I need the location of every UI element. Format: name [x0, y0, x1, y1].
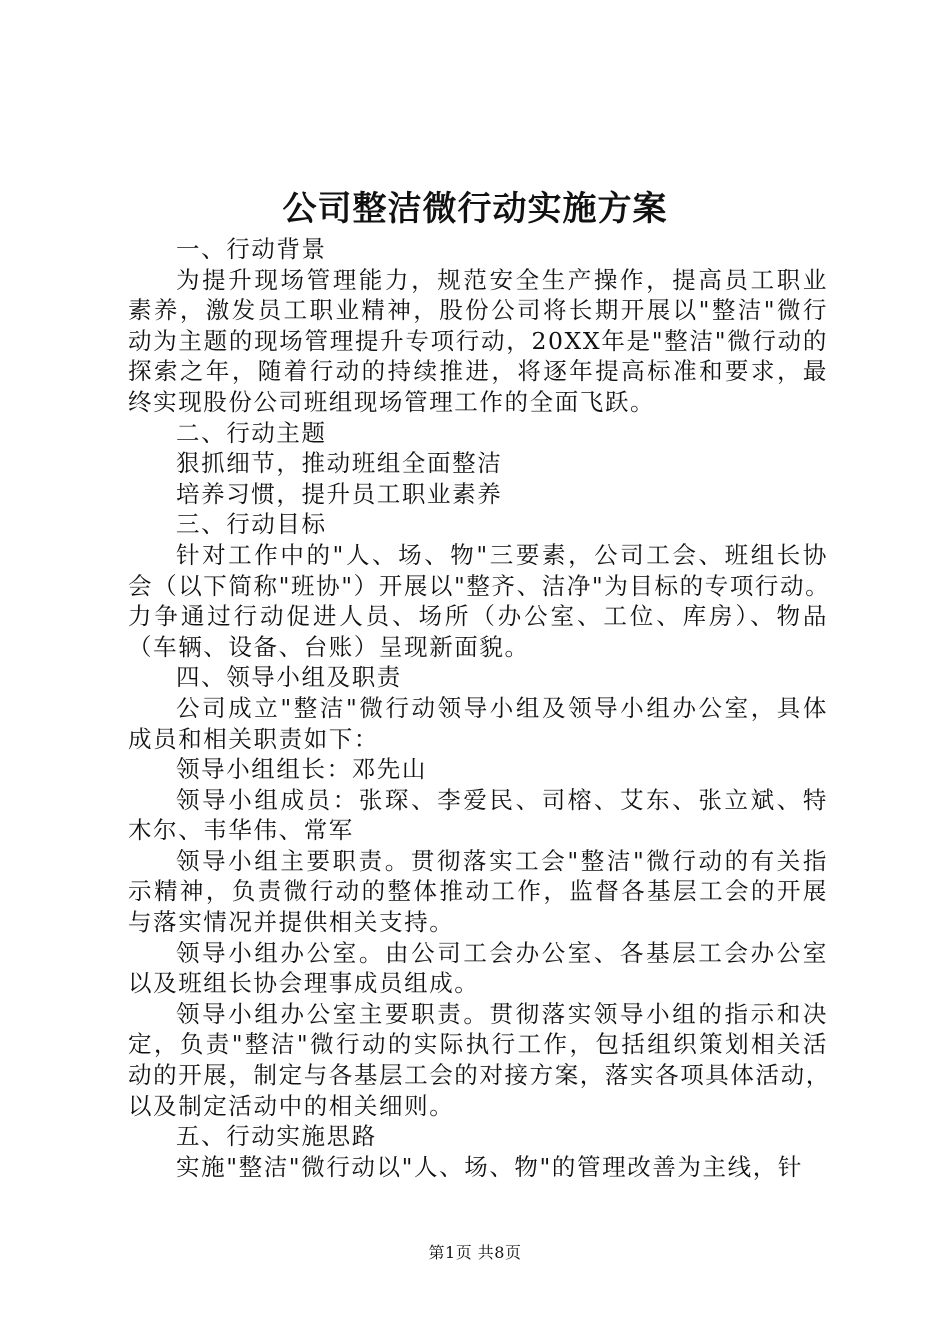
text-line: 动的开展，制定与各基层工会的对接方案，落实各项具体活动， [128, 1061, 831, 1090]
text-line: 公司成立"整洁"微行动领导小组及领导小组办公室，具体 [176, 693, 828, 722]
text-line: 与落实情况并提供相关支持。 [128, 908, 455, 937]
text-line: 终实现股份公司班组现场管理工作的全面飞跃。 [128, 387, 656, 416]
document-body [128, 234, 831, 1182]
text-line: （车辆、设备、台账）呈现新面貌。 [128, 632, 530, 661]
text-line: 三、行动目标 [176, 510, 327, 539]
text-line: 力争通过行动促进人员、场所（办公室、工位、库房）、物品 [128, 602, 828, 631]
text-line: 以及班组长协会理事成员组成。 [128, 969, 480, 998]
text-line: 为提升现场管理能力，规范安全生产操作，提高员工职业 [176, 265, 828, 294]
text-line: 素养，激发员工职业精神，股份公司将长期开展以"整洁"微行 [128, 296, 828, 325]
text-line: 动为主题的现场管理提升专项行动，20XX年是"整洁"微行动的 [128, 326, 828, 355]
text-line: 一、行动背景 [176, 235, 327, 263]
text-line: 领导小组主要职责。贯彻落实工会"整洁"微行动的有关指 [176, 846, 828, 875]
text-line: 狠抓细节，推动班组全面整洁 [176, 449, 503, 478]
text-line: 领导小组组长：邓先山 [176, 755, 427, 784]
text-line: 针对工作中的"人、场、物"三要素，公司工会、班组长协 [176, 540, 828, 569]
text-line: 定，负责"整洁"微行动的实际执行工作，包括组织策划相关活 [128, 1030, 828, 1059]
text-line: 探索之年，随着行动的持续推进，将逐年提高标准和要求，最 [128, 357, 828, 386]
text-line: 以及制定活动中的相关细则。 [128, 1091, 455, 1120]
text-line: 木尔、韦华伟、常军 [128, 816, 354, 845]
text-line: 领导小组成员：张琛、李爱民、司榕、艾东、张立斌、特 [176, 785, 828, 814]
text-line: 示精神，负责微行动的整体推动工作，监督各基层工会的开展 [128, 877, 828, 906]
text-line: 四、领导小组及职责 [176, 663, 402, 692]
text-line: 二、行动主题 [176, 418, 327, 447]
text-line: 领导小组办公室主要职责。贯彻落实领导小组的指示和决 [176, 999, 828, 1028]
text-line: 会（以下简称"班协"）开展以"整齐、洁净"为目标的专项行动。 [128, 571, 831, 600]
text-line: 领导小组办公室。由公司工会办公室、各基层工会办公室 [176, 938, 828, 967]
text-line: 培养习惯，提升员工职业素养 [176, 479, 503, 508]
text-line: 成员和相关职责如下： [128, 724, 379, 753]
page-footer: 第1页 共8页 [428, 1243, 522, 1262]
text-line: 五、行动实施思路 [176, 1122, 377, 1151]
document-title: 公司整洁微行动实施方案 [282, 189, 668, 229]
text-line: 实施"整洁"微行动以"人、场、物"的管理改善为主线，针 [176, 1152, 803, 1181]
